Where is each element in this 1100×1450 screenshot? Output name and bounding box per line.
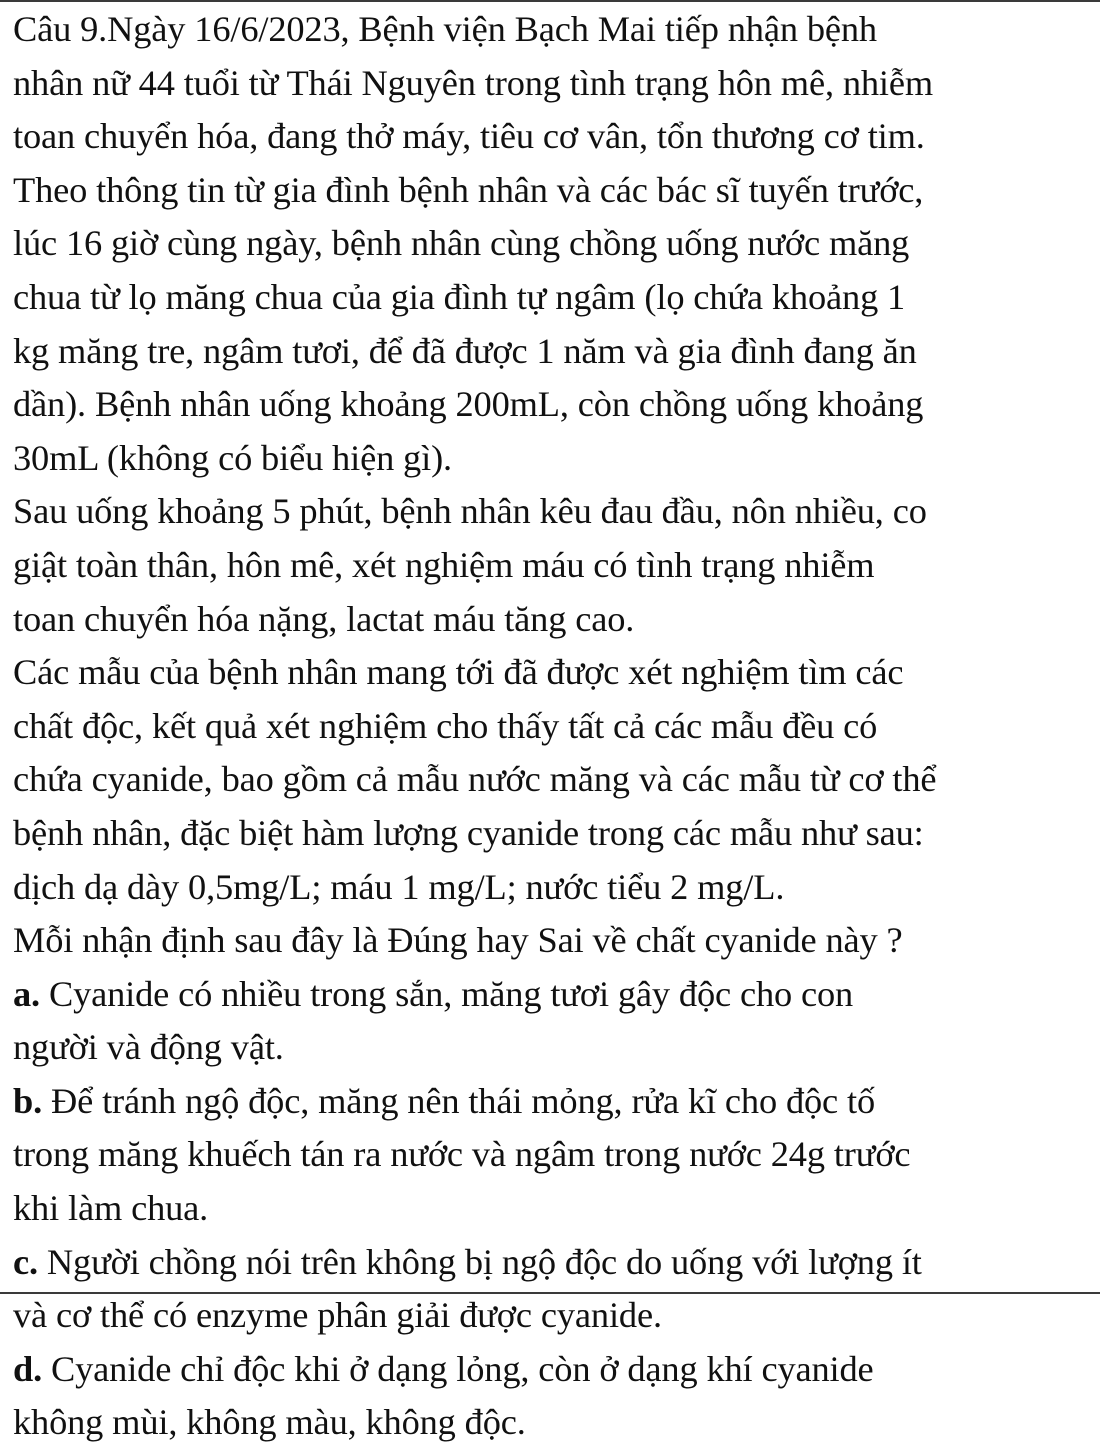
statement-a-text: Cyanide có nhiều trong sắn, măng tươi gây độc cho con: [40, 973, 854, 1014]
statement-c-label: c.: [13, 1241, 38, 1282]
question-line: giật toàn thân, hôn mê, xét nghiệm máu có tình trạng nhiễm: [13, 544, 875, 585]
question-line: toan chuyển hóa, đang thở máy, tiêu cơ vân, tổn thương cơ tim.: [13, 116, 925, 157]
statement-b-line: trong măng khuếch tán ra nước và ngâm trong nước 24g trước: [13, 1134, 911, 1175]
statement-b-label: b.: [13, 1080, 43, 1121]
statement-b-line: [13, 1075, 1099, 1129]
statement-a-line: người và động vật.: [13, 1027, 284, 1068]
question-line: Câu 9.Ngày 16/6/2023, Bệnh viện Bạch Mai tiếp nhận bệnh: [13, 9, 877, 49]
question-line: Sau uống khoảng 5 phút, bệnh nhân kêu đau đầu, nôn nhiều, co: [13, 491, 927, 532]
question-line: chất độc, kết quả xét nghiệm cho thấy tất cả các mẫu đều có: [13, 705, 878, 746]
question-line: Các mẫu của bệnh nhân mang tới đã được xét nghiệm tìm các: [13, 652, 904, 693]
statement-b-line: khi làm chua.: [13, 1188, 209, 1229]
question-prompt: Mỗi nhận định sau đây là Đúng hay Sai về chất cyanide này ?: [13, 920, 903, 961]
question-line: 30mL (không có biểu hiện gì).: [13, 437, 452, 478]
statement-c-text: Người chồng nói trên không bị ngộ độc do uống với lượng ít: [37, 1241, 922, 1282]
statement-c-line: [13, 1236, 1099, 1290]
question-line: bệnh nhân, đặc biệt hàm lượng cyanide trong các mẫu như sau:: [13, 812, 924, 853]
question-line: kg măng tre, ngâm tươi, để đã được 1 năm và gia đình đang ăn: [13, 330, 917, 371]
question-line: nhân nữ 44 tuổi từ Thái Nguyên trong tình trạng hôn mê, nhiễm: [13, 62, 934, 103]
statement-d-line: [13, 1343, 1099, 1397]
question-line: lúc 16 giờ cùng ngày, bệnh nhân cùng chồng uống nước măng: [13, 223, 910, 264]
statement-c-line: và cơ thể có enzyme phân giải được cyanide.: [13, 1295, 662, 1336]
statement-d-text: Cyanide chỉ độc khi ở dạng lỏng, còn ở dạng khí cyanide: [42, 1348, 874, 1389]
statement-d-line: không mùi, không màu, không độc.: [13, 1402, 526, 1443]
statement-a-line: [13, 968, 1099, 1022]
question-line: chứa cyanide, bao gồm cả mẫu nước măng và các mẫu từ cơ thể: [13, 759, 937, 800]
question-line: dịch dạ dày 0,5mg/L; máu 1 mg/L; nước tiểu 2 mg/L.: [13, 866, 785, 907]
question-line: toan chuyển hóa nặng, lactat máu tăng cao.: [13, 598, 635, 639]
statement-a-label: a.: [13, 973, 40, 1014]
question-body: [13, 2, 1099, 1450]
question-line: chua từ lọ măng chua của gia đình tự ngâm (lọ chứa khoảng 1: [13, 276, 906, 317]
statement-d-label: d.: [13, 1348, 43, 1389]
statement-b-text: Để tránh ngộ độc, măng nên thái mỏng, rửa kĩ cho độc tố: [42, 1080, 875, 1121]
question-line: Theo thông tin từ gia đình bệnh nhân và các bác sĩ tuyến trước,: [13, 169, 924, 210]
question-line: dần). Bệnh nhân uống khoảng 200mL, còn chồng uống khoảng: [13, 384, 924, 425]
